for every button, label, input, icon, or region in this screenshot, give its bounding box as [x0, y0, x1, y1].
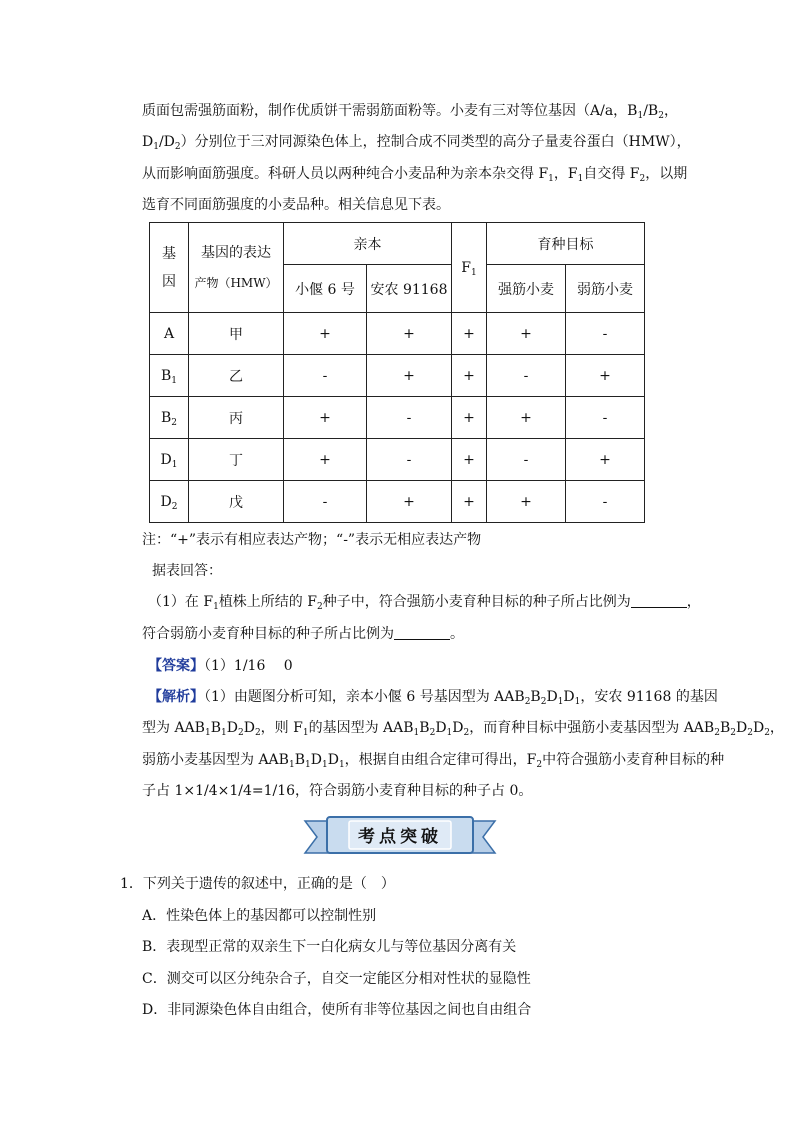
cell-weak: - — [566, 481, 645, 523]
cell-product: 戊 — [189, 481, 284, 523]
analysis-line-1: 【解析】（1）由题图分析可知，亲本小偃 6 号基因型为 $AAB_2B_2D_1D_1$，安农 91168 的基因 — [148, 689, 718, 707]
analysis-line-2: 型为 $AAB_1B_1D_2D_2$，则 $F_1$的基因型为 $AAB_1B_2D_1D_2$，而育种目标中强筋小麦基因型为 $AAB_2B_2D_2D_2$， — [142, 720, 784, 738]
cell-product: 丁 — [189, 439, 284, 481]
cell-p1: + — [284, 439, 367, 481]
table-row — [150, 439, 645, 481]
cell-f1: + — [452, 397, 487, 439]
cell-gene: $D_1$ — [150, 439, 189, 481]
cell-p2: - — [367, 397, 452, 439]
mcq-option-c[interactable]: C．测交可以区分纯杂合子，自交一定能区分相对性状的显隐性 — [142, 971, 531, 987]
cell-weak: + — [566, 439, 645, 481]
table-row — [150, 355, 645, 397]
cell-strong: - — [487, 355, 566, 397]
header-parents: 亲本 — [284, 223, 452, 265]
mcq-option-d[interactable]: D．非同源染色体自由组合，使所有非等位基因之间也自由组合 — [142, 1002, 532, 1018]
cell-gene: $D_2$ — [150, 481, 189, 523]
mcq-option-a[interactable]: A．性染色体上的基因都可以控制性别 — [142, 908, 377, 924]
cell-p1: - — [284, 355, 367, 397]
header-target: 育种目标 — [487, 223, 645, 265]
cell-weak: - — [566, 313, 645, 355]
cell-f1: + — [452, 313, 487, 355]
cell-p2: + — [367, 355, 452, 397]
cell-p2: + — [367, 313, 452, 355]
header-parent-2: 安农 91168 — [367, 265, 452, 313]
answer-label: 【答案】 — [148, 658, 204, 674]
header-weak: 弱筋小麦 — [566, 265, 645, 313]
cell-gene: $B_2$ — [150, 397, 189, 439]
cell-strong: + — [487, 313, 566, 355]
cell-product: 丙 — [189, 397, 284, 439]
header-parent-1: 小偃 6 号 — [284, 265, 367, 313]
header-product: 基因的表达 产物（HMW） — [189, 223, 284, 313]
cell-f1: + — [452, 439, 487, 481]
cell-p1: - — [284, 481, 367, 523]
cell-p1: + — [284, 397, 367, 439]
answer-prompt: 据表回答： — [152, 563, 222, 579]
cell-product: 乙 — [189, 355, 284, 397]
cell-weak: + — [566, 355, 645, 397]
question-1-line-1: （1）在 $F_1$植株上所结的 $F_2$种子中，符合强筋小麦育种目标的种子所占比例为 ， — [148, 594, 701, 612]
mcq-option-b[interactable]: B．表现型正常的双亲生下一白化病女儿与等位基因分离有关 — [142, 939, 517, 955]
cell-p1: + — [284, 313, 367, 355]
cell-gene: $B_1$ — [150, 355, 189, 397]
cell-f1: + — [452, 481, 487, 523]
answer-blank-1[interactable] — [631, 593, 687, 608]
section-banner — [303, 815, 497, 859]
banner-title: 考点突破 — [358, 827, 442, 847]
table-row — [150, 313, 645, 355]
table-note: 注：“+”表示有相应表达产物；“-”表示无相应表达产物 — [142, 532, 482, 548]
question-1-line-2: 符合弱筋小麦育种目标的种子所占比例为 。 — [142, 626, 464, 642]
cell-f1: + — [452, 355, 487, 397]
cell-p2: + — [367, 481, 452, 523]
intro-line-4: 选育不同面筋强度的小麦品种。相关信息见下表。 — [142, 197, 450, 213]
intro-line-3: 从而影响面筋强度。科研人员以两种纯合小麦品种为亲本杂交得 $F_1$，$F_1$自交得 $F_2$，以期 — [142, 166, 688, 184]
cell-p2: - — [367, 439, 452, 481]
analysis-line-4: 子占 1×1/4×1/4=1/16，符合弱筋小麦育种目标的种子占 0。 — [142, 783, 533, 799]
analysis-line-3: 弱筋小麦基因型为 $AAB_1B_1D_1D_1$，根据自由组合定律可得出，$F_2$中符合强筋小麦育种目标的种 — [142, 752, 725, 770]
intro-line-1: 质面包需强筋面粉，制作优质饼干需弱筋面粉等。小麦有三对等位基因（A/a，$B_1/B_2$， — [142, 103, 678, 121]
cell-gene: A — [150, 313, 189, 355]
answer-line: 【答案】（1）1/16 0 — [148, 658, 293, 674]
cell-strong: + — [487, 481, 566, 523]
header-f1: $F_1$ — [452, 223, 487, 313]
intro-line-2: $D_1/D_2$）分别位于三对同源染色体上，控制合成不同类型的高分子量麦谷蛋白（HMW）， — [142, 134, 691, 152]
gene-table — [149, 222, 645, 523]
cell-strong: - — [487, 439, 566, 481]
cell-strong: + — [487, 397, 566, 439]
header-gene: 基 因 — [150, 223, 189, 313]
mcq-stem: 1．下列关于遗传的叙述中，正确的是（ ） — [120, 876, 395, 892]
answer-blank-2[interactable] — [394, 625, 450, 640]
header-strong: 强筋小麦 — [487, 265, 566, 313]
cell-product: 甲 — [189, 313, 284, 355]
cell-weak: - — [566, 397, 645, 439]
table-row — [150, 397, 645, 439]
table-row — [150, 481, 645, 523]
analysis-label: 【解析】 — [148, 689, 204, 705]
